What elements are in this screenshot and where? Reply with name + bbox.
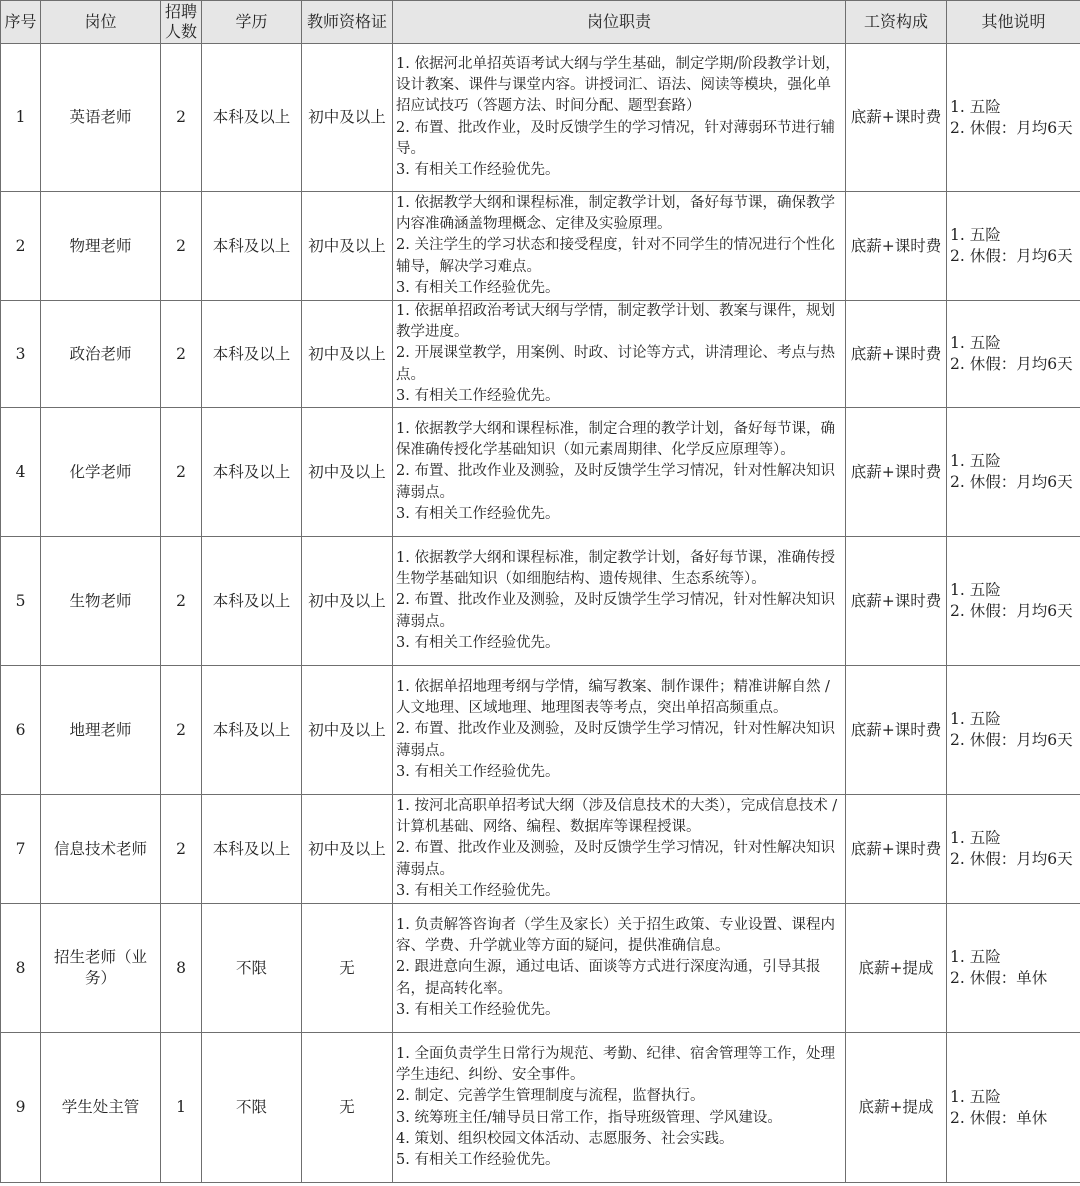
certificate-cell: 初中及以上 bbox=[302, 301, 393, 408]
row-number: 9 bbox=[1, 1033, 41, 1183]
note-item: 1. 五险 bbox=[950, 829, 1001, 848]
note-item: 2. 休假：单休 bbox=[950, 1108, 1048, 1127]
position-cell: 生物老师 bbox=[41, 537, 161, 666]
table-body bbox=[1, 44, 1080, 1183]
position-cell: 学生处主管 bbox=[41, 1033, 161, 1183]
education-cell: 本科及以上 bbox=[202, 666, 302, 795]
header-education: 学历 bbox=[202, 1, 302, 44]
certificate-cell: 初中及以上 bbox=[302, 408, 393, 537]
notes-cell bbox=[947, 44, 1080, 192]
duty-item: 2. 布置、批改作业及测验，及时反馈学生学习情况，针对性解决知识薄弱点。 bbox=[396, 721, 835, 759]
duty-item: 3. 有相关工作经验优先。 bbox=[396, 387, 560, 404]
headcount-cell: 1 bbox=[161, 1033, 202, 1183]
table-row bbox=[1, 408, 1080, 537]
certificate-cell: 初中及以上 bbox=[302, 795, 393, 904]
education-cell: 本科及以上 bbox=[202, 537, 302, 666]
note-item: 1. 五险 bbox=[950, 226, 1001, 244]
education-cell: 本科及以上 bbox=[202, 301, 302, 408]
education-cell: 本科及以上 bbox=[202, 192, 302, 301]
duty-item: 2. 布置、批改作业及测验，及时反馈学生学习情况，针对性解决知识薄弱点。 bbox=[396, 592, 835, 630]
row-number: 5 bbox=[1, 537, 41, 666]
table-row bbox=[1, 795, 1080, 904]
duties-cell bbox=[393, 1033, 846, 1183]
header-count: 招聘人数 bbox=[161, 1, 202, 44]
duties-cell bbox=[393, 44, 846, 192]
row-number: 8 bbox=[1, 904, 41, 1033]
salary-cell: 底薪+提成 bbox=[846, 1033, 947, 1183]
position-cell: 英语老师 bbox=[41, 44, 161, 192]
duty-item: 1. 全面负责学生日常行为规范、考勤、纪律、宿舍管理等工作，处理学生违纪、纠纷、安全事件。 bbox=[396, 1045, 835, 1084]
position-cell: 化学老师 bbox=[41, 408, 161, 537]
duty-item: 1. 依据河北单招英语考试大纲与学生基础，制定学期/阶段教学计划，设计教案、课件与课堂内容。讲授词汇、语法、阅读等模块，强化单招应试技巧（答题方法、时间分配、题型套路） bbox=[396, 55, 840, 115]
certificate-cell: 初中及以上 bbox=[302, 666, 393, 795]
note-item: 1. 五险 bbox=[950, 97, 1001, 116]
education-cell: 本科及以上 bbox=[202, 795, 302, 904]
headcount-cell: 2 bbox=[161, 666, 202, 795]
duties-cell bbox=[393, 795, 846, 904]
certificate-cell: 初中及以上 bbox=[302, 537, 393, 666]
notes-cell bbox=[947, 1033, 1080, 1183]
duty-item: 2. 布置、批改作业及测验，及时反馈学生学习情况，针对性解决知识薄弱点。 bbox=[396, 463, 835, 501]
salary-cell: 底薪+课时费 bbox=[846, 795, 947, 904]
duties-cell bbox=[393, 904, 846, 1033]
notes-cell bbox=[947, 408, 1080, 537]
education-cell: 本科及以上 bbox=[202, 408, 302, 537]
notes-cell bbox=[947, 301, 1080, 408]
duty-item: 1. 按河北高职单招考试大纲（涉及信息技术的大类），完成信息技术 / 计算机基础、网络、编程、数据库等课程授课。 bbox=[396, 798, 838, 836]
salary-cell: 底薪+课时费 bbox=[846, 537, 947, 666]
note-item: 2. 休假：月均6天 bbox=[950, 247, 1073, 265]
salary-cell: 底薪+课时费 bbox=[846, 192, 947, 301]
certificate-cell: 初中及以上 bbox=[302, 192, 393, 301]
duty-item: 2. 开展课堂教学，用案例、时政、讨论等方式，讲清理论、考点与热点。 bbox=[396, 345, 835, 383]
note-item: 2. 休假：月均6天 bbox=[950, 355, 1073, 373]
duty-item: 1. 依据单招政治考试大纲与学情，制定教学计划、教案与课件，规划教学进度。 bbox=[396, 303, 835, 341]
notes-cell bbox=[947, 537, 1080, 666]
notes-cell bbox=[947, 666, 1080, 795]
salary-cell: 底薪+课时费 bbox=[846, 408, 947, 537]
note-item: 2. 休假：月均6天 bbox=[950, 731, 1073, 750]
headcount-cell: 2 bbox=[161, 537, 202, 666]
table-row bbox=[1, 44, 1080, 192]
row-number: 6 bbox=[1, 666, 41, 795]
position-cell: 政治老师 bbox=[41, 301, 161, 408]
duty-item: 5. 有相关工作经验优先。 bbox=[396, 1151, 560, 1168]
table-row bbox=[1, 904, 1080, 1033]
salary-cell: 底薪+课时费 bbox=[846, 666, 947, 795]
duty-item: 2. 跟进意向生源，通过电话、面谈等方式进行深度沟通，引导其报名，提高转化率。 bbox=[396, 959, 821, 997]
note-item: 1. 五险 bbox=[950, 1087, 1001, 1106]
duty-item: 3. 统筹班主任/辅导员日常工作，指导班级管理、学风建设。 bbox=[396, 1109, 782, 1126]
duty-item: 1. 依据教学大纲和课程标准，制定教学计划，备好每节课，准确传授生物学基础知识（如细胞结构、遗传规律、生态系统等）。 bbox=[396, 550, 835, 588]
duty-item: 1. 负责解答咨询者（学生及家长）关于招生政策、专业设置、课程内容、学费、升学就业等方面的疑问，提供准确信息。 bbox=[396, 917, 835, 955]
duty-item: 3. 有相关工作经验优先。 bbox=[396, 763, 560, 780]
salary-cell: 底薪+提成 bbox=[846, 904, 947, 1033]
note-item: 2. 休假：月均6天 bbox=[950, 118, 1073, 137]
notes-cell bbox=[947, 904, 1080, 1033]
duty-item: 1. 依据教学大纲和课程标准，制定教学计划，备好每节课，确保教学内容准确涵盖物理概念、定律及实验原理。 bbox=[396, 194, 835, 233]
note-item: 1. 五险 bbox=[950, 710, 1001, 729]
duties-cell bbox=[393, 408, 846, 537]
header-position: 岗位 bbox=[41, 1, 161, 44]
salary-cell: 底薪+课时费 bbox=[846, 301, 947, 408]
header-salary: 工资构成 bbox=[846, 1, 947, 44]
note-item: 2. 休假：月均6天 bbox=[950, 850, 1073, 869]
headcount-cell: 2 bbox=[161, 795, 202, 904]
header-notes: 其他说明 bbox=[947, 1, 1080, 44]
certificate-cell: 无 bbox=[302, 1033, 393, 1183]
duty-item: 2. 关注学生的学习状态和接受程度，针对不同学生的情况进行个性化辅导，解决学习难点。 bbox=[396, 237, 835, 275]
note-item: 2. 休假：月均6天 bbox=[950, 473, 1073, 492]
row-number: 2 bbox=[1, 192, 41, 301]
position-cell: 信息技术老师 bbox=[41, 795, 161, 904]
duty-item: 2. 布置、批改作业及测验，及时反馈学生学习情况，针对性解决知识薄弱点。 bbox=[396, 840, 835, 878]
header-no: 序号 bbox=[1, 1, 41, 44]
header-certificate: 教师资格证 bbox=[302, 1, 393, 44]
table-row bbox=[1, 192, 1080, 301]
duty-item: 1. 依据单招地理考纲与学情，编写教案、制作课件；精准讲解自然 / 人文地理、区域地理、地理图表等考点，突出单招高频重点。 bbox=[396, 679, 830, 717]
notes-cell bbox=[947, 795, 1080, 904]
duty-item: 3. 有相关工作经验优先。 bbox=[396, 279, 560, 296]
education-cell: 本科及以上 bbox=[202, 44, 302, 192]
duty-item: 2. 布置、批改作业，及时反馈学生的学习情况，针对薄弱环节进行辅导。 bbox=[396, 119, 835, 157]
duty-item: 1. 依据教学大纲和课程标准，制定合理的教学计划，备好每节课，确保准确传授化学基础知识（如元素周期律、化学反应原理等）。 bbox=[396, 421, 835, 459]
notes-cell bbox=[947, 192, 1080, 301]
table-row bbox=[1, 301, 1080, 408]
education-cell: 不限 bbox=[202, 904, 302, 1033]
note-item: 1. 五险 bbox=[950, 581, 1001, 600]
duty-item: 3. 有相关工作经验优先。 bbox=[396, 882, 560, 899]
note-item: 1. 五险 bbox=[950, 334, 1001, 352]
table-row bbox=[1, 666, 1080, 795]
duty-item: 3. 有相关工作经验优先。 bbox=[396, 1001, 560, 1018]
headcount-cell: 2 bbox=[161, 192, 202, 301]
duty-item: 2. 制定、完善学生管理制度与流程，监督执行。 bbox=[396, 1088, 705, 1105]
header-duties: 岗位职责 bbox=[393, 1, 846, 44]
position-cell: 地理老师 bbox=[41, 666, 161, 795]
row-number: 1 bbox=[1, 44, 41, 192]
headcount-cell: 8 bbox=[161, 904, 202, 1033]
table-row bbox=[1, 537, 1080, 666]
duties-cell bbox=[393, 666, 846, 795]
note-item: 2. 休假：单休 bbox=[950, 969, 1048, 988]
headcount-cell: 2 bbox=[161, 301, 202, 408]
duty-item: 3. 有相关工作经验优先。 bbox=[396, 161, 560, 178]
row-number: 7 bbox=[1, 795, 41, 904]
duties-cell bbox=[393, 537, 846, 666]
duty-item: 3. 有相关工作经验优先。 bbox=[396, 505, 560, 522]
certificate-cell: 无 bbox=[302, 904, 393, 1033]
note-item: 1. 五险 bbox=[950, 452, 1001, 471]
row-number: 3 bbox=[1, 301, 41, 408]
certificate-cell: 初中及以上 bbox=[302, 44, 393, 192]
position-cell: 物理老师 bbox=[41, 192, 161, 301]
duties-cell bbox=[393, 301, 846, 408]
education-cell: 不限 bbox=[202, 1033, 302, 1183]
table-header-row bbox=[1, 1, 1080, 44]
note-item: 2. 休假：月均6天 bbox=[950, 602, 1073, 621]
table-row bbox=[1, 1033, 1080, 1183]
headcount-cell: 2 bbox=[161, 408, 202, 537]
duty-item: 3. 有相关工作经验优先。 bbox=[396, 634, 560, 651]
headcount-cell: 2 bbox=[161, 44, 202, 192]
duties-cell bbox=[393, 192, 846, 301]
note-item: 1. 五险 bbox=[950, 948, 1001, 967]
row-number: 4 bbox=[1, 408, 41, 537]
salary-cell: 底薪+课时费 bbox=[846, 44, 947, 192]
duty-item: 4. 策划、组织校园文体活动、志愿服务、社会实践。 bbox=[396, 1130, 734, 1147]
position-cell: 招生老师（业务） bbox=[41, 904, 161, 1033]
